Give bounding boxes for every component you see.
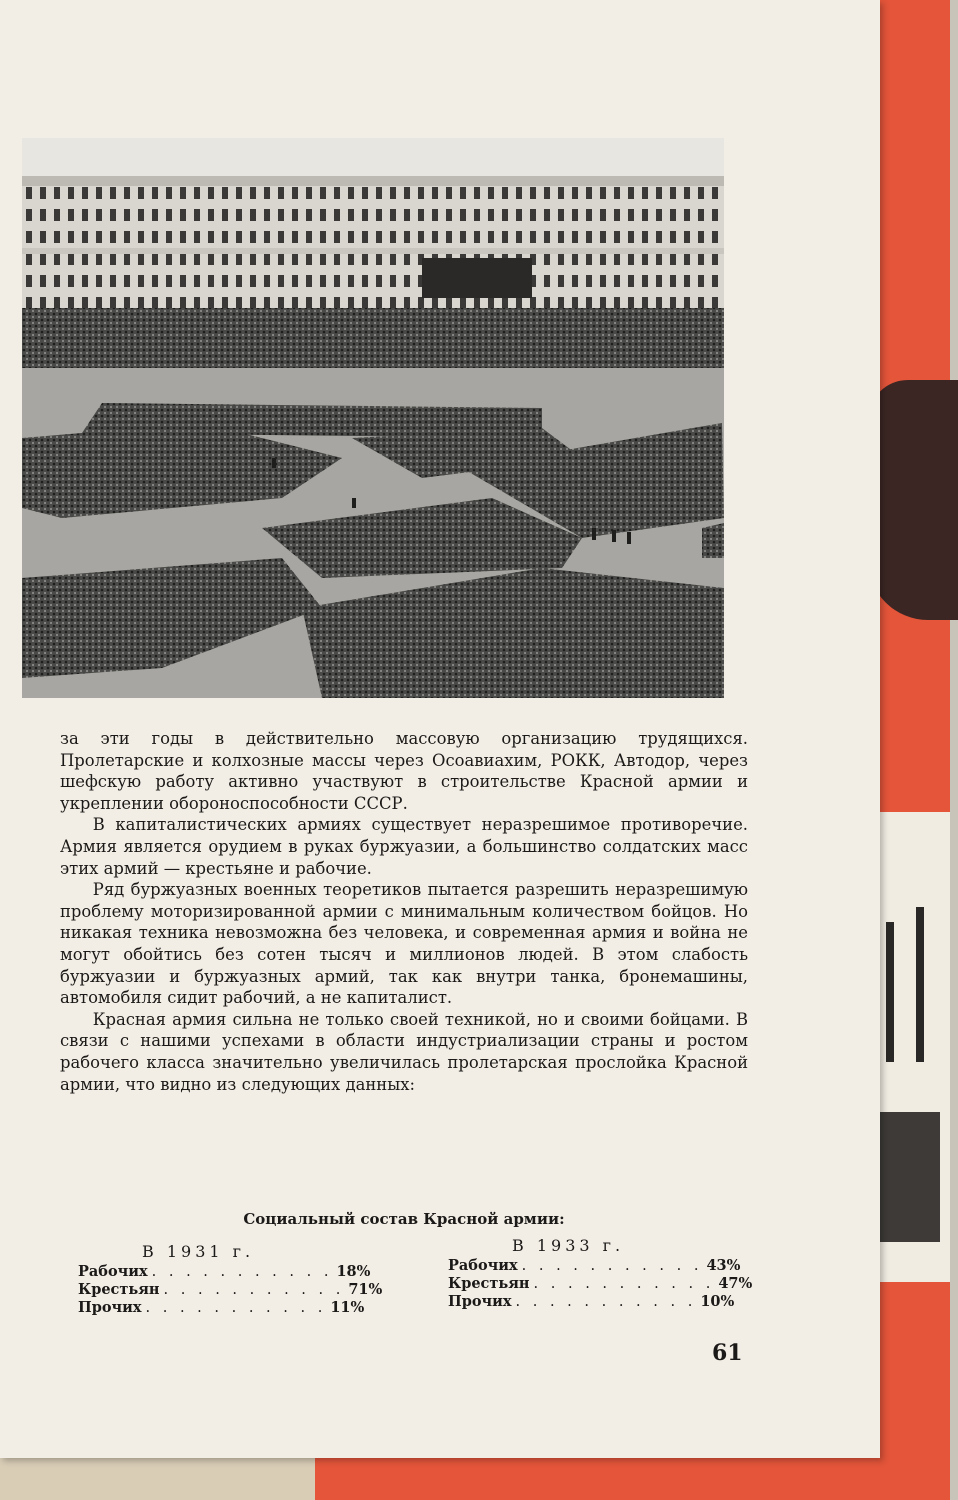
row-value: 47% bbox=[718, 1275, 753, 1292]
row-label: Прочих bbox=[448, 1293, 512, 1310]
paragraph: Красная армия сильна не только своей техникой, но и своими бойцами. В связи с нашими успехами в области индустриализации страны и ростом рабочего класса значительно увеличилась пролетарская прослойка Красной армии, что видно из следующих данных: bbox=[60, 1009, 748, 1094]
leader-dots: . . . . . . . . . . . bbox=[151, 1264, 333, 1280]
leader-dots: . . . . . . . . . . . bbox=[515, 1294, 697, 1310]
leader-dots: . . . . . . . . . . . bbox=[163, 1282, 345, 1298]
cover-illustration-shape bbox=[868, 380, 958, 620]
paragraph: за эти годы в действительно массовую организацию трудящихся. Пролетарские и колхозные массы через Осоавиахим, РОКК, Автодор, через шефскую работу активно участвуют в строительстве Красной армии и укреплении обороноспособности СССР. bbox=[60, 729, 748, 813]
row-label: Рабочих bbox=[78, 1263, 148, 1280]
row-value: 11% bbox=[330, 1299, 365, 1316]
paragraph: Ряд буржуазных военных теоретиков пытается разрешить неразрешимую проблему моторизированной армии с минимальным количеством бойцов. Но никакая техника невозможна без человека, и современная армия и война не могут обойтись без сотен тысяч и миллионов людей. В этом слабость буржуазии и буржуазных армий, так как внутри танка, бронемашины, автомобиля сидит рабочий, а не капиталист. bbox=[60, 880, 748, 1008]
page-number: 61 bbox=[712, 1340, 743, 1366]
row-label: Прочих bbox=[78, 1299, 142, 1316]
table-row bbox=[78, 1299, 365, 1317]
table-row bbox=[448, 1293, 735, 1311]
parade-square-photo bbox=[22, 138, 724, 698]
row-value: 18% bbox=[336, 1263, 371, 1280]
table-row bbox=[448, 1275, 753, 1293]
table-column-1931 bbox=[78, 1242, 383, 1317]
row-value: 10% bbox=[700, 1293, 735, 1310]
row-label: Крестьян bbox=[78, 1281, 160, 1298]
row-label: Крестьян bbox=[448, 1275, 530, 1292]
row-value: 71% bbox=[348, 1281, 383, 1298]
column-year: В 1931 г. bbox=[142, 1242, 255, 1261]
table-column-1933 bbox=[448, 1236, 753, 1311]
table-title: Социальный состав Красной армии: bbox=[243, 1210, 565, 1228]
paragraph: В капиталистических армиях существует неразрешимое противоречие. Армия является орудием в руках буржуазии, а большинство солдатских масс этих армий — крестьяне и рабочие. bbox=[60, 815, 748, 878]
cover-photo-strip bbox=[872, 812, 950, 1282]
row-value: 43% bbox=[706, 1257, 741, 1274]
column-year: В 1933 г. bbox=[512, 1236, 625, 1255]
body-text bbox=[60, 728, 748, 1095]
leader-dots: . . . . . . . . . . . bbox=[145, 1300, 327, 1316]
row-label: Рабочих bbox=[448, 1257, 518, 1274]
leader-dots: . . . . . . . . . . . bbox=[521, 1258, 703, 1274]
table-row bbox=[78, 1281, 383, 1299]
leader-dots: . . . . . . . . . . . bbox=[533, 1276, 715, 1292]
table-row bbox=[78, 1263, 371, 1281]
table-row bbox=[448, 1257, 741, 1275]
